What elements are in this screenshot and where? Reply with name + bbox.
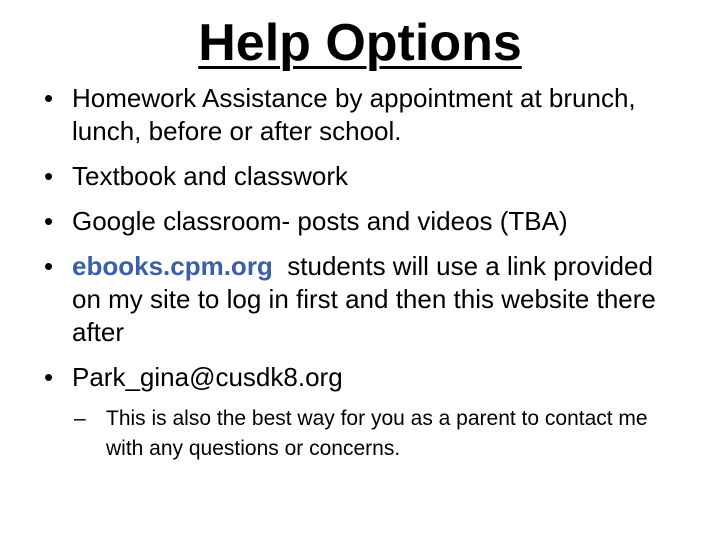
slide-title-text: Help Options [198,14,522,72]
sub-item-text: This is also the best way for you as a parent to contact me with any questions or concerns. [106,407,648,460]
bullet-google-classroom [44,205,684,238]
bullet-text: students will use a link provided on my site to log in first and then this website there after [72,251,664,347]
sub-item-parent-contact [74,404,684,464]
bullet-textbook [44,160,684,193]
bullet-list [44,82,684,476]
sub-list [72,404,684,464]
bullet-text: Google classroom- posts and videos (TBA) [72,206,568,236]
bullet-ebooks [44,250,684,349]
ebooks-link[interactable]: ebooks.cpm.org [72,251,273,281]
bullet-text: Textbook and classwork [72,161,349,191]
bullet-homework-assistance [44,82,684,148]
bullet-email [44,361,684,464]
slide-title [0,8,720,78]
bullet-text: Homework Assistance by appointment at brunch, lunch, before or after school. [72,83,636,146]
email-address: Park_gina@cusdk8.org [72,362,343,392]
